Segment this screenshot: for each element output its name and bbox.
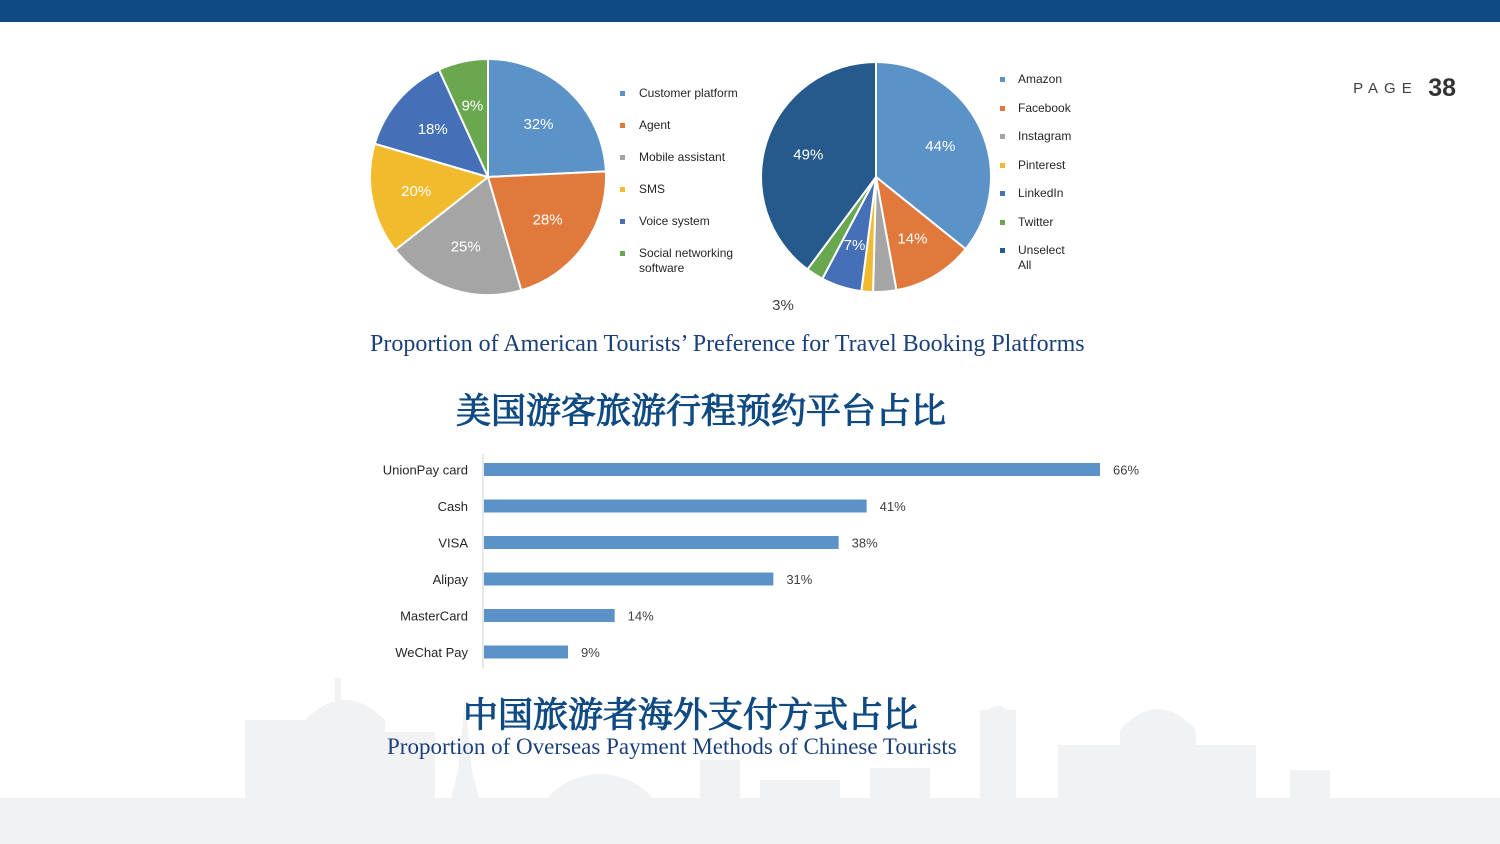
legend-label: Customer platform [639, 86, 738, 100]
booking-label-sms: 20% [401, 182, 432, 200]
legend-swatch [1000, 191, 1005, 196]
bar-category-visa: VISA [438, 535, 468, 551]
bar-category-wechat-pay: WeChat Pay [395, 645, 468, 660]
legend-label: Voice system [639, 214, 710, 228]
legend-label: Amazon [1018, 72, 1063, 86]
legend-swatch [620, 219, 625, 224]
bar-cash [484, 500, 867, 513]
legend-swatch [620, 91, 625, 96]
bar-value-visa: 38% [851, 535, 878, 551]
legend-swatch [620, 187, 625, 192]
legend-label: Mobile assistant [639, 150, 726, 164]
bar-wechat-pay [484, 646, 568, 659]
bar-value-cash: 41% [879, 499, 906, 514]
bar-value-wechat-pay: 9% [581, 645, 600, 660]
social-label-linkedin: 7% [843, 236, 866, 254]
legend-label: Instagram [1018, 129, 1072, 143]
page-indicator [1353, 74, 1456, 103]
booking-platform-pie-chart [360, 55, 620, 305]
bar-category-unionpay-card: UnionPay card [382, 462, 468, 478]
booking-platform-legend [620, 86, 770, 286]
legend-label: Unselect All [1018, 243, 1065, 272]
bar-value-mastercard: 14% [627, 608, 654, 624]
legend-swatch [620, 123, 625, 128]
payment-caption-english: Proportion of Overseas Payment Methods of Chinese Tourists [387, 734, 957, 759]
legend-label: LinkedIn [1018, 186, 1064, 200]
bar-value-alipay: 31% [786, 572, 813, 587]
legend-label: Twitter [1018, 214, 1054, 229]
top-accent-bar [0, 0, 1500, 22]
page-word: PAGE [1353, 80, 1418, 97]
social-label-twitter: 3% [772, 296, 794, 314]
legend-label: SMS [639, 182, 666, 196]
bar-unionpay-card [484, 463, 1100, 476]
legend-label: Pinterest [1018, 157, 1066, 172]
social-label-facebook: 14% [897, 230, 928, 248]
legend-swatch [1000, 134, 1005, 139]
social-label-instagram [888, 324, 910, 325]
booking-caption-english: Proportion of American Tourists’ Preference for Travel Booking Platforms [370, 331, 1085, 357]
legend-swatch [1000, 106, 1005, 111]
legend-swatch [620, 155, 625, 160]
social-media-legend [1000, 72, 1110, 282]
social-label-unselect-all: 49% [793, 146, 824, 164]
social-label-pinterest [845, 324, 867, 325]
bar-value-unionpay-card: 66% [1113, 462, 1140, 478]
bar-alipay [484, 573, 773, 586]
legend-swatch [1000, 77, 1005, 82]
legend-label: Social networking software [639, 246, 734, 275]
social-media-pie-chart [750, 55, 1000, 325]
bar-category-mastercard: MasterCard [400, 608, 468, 624]
booking-label-social-networking-software: 9% [461, 97, 484, 115]
legend-label: Agent [639, 118, 671, 132]
payment-caption-chinese: 中国旅游者海外支付方式占比 [463, 696, 919, 735]
payment-methods-bar-chart [350, 452, 1170, 672]
legend-label: Facebook [1018, 100, 1071, 115]
legend-swatch [1000, 163, 1005, 168]
booking-label-mobile-assistant: 25% [450, 238, 481, 256]
bar-category-cash: Cash [437, 499, 468, 514]
legend-swatch [1000, 220, 1005, 225]
legend-swatch [1000, 248, 1005, 253]
bar-category-alipay: Alipay [432, 572, 468, 587]
social-label-amazon: 44% [925, 138, 956, 156]
bar-mastercard [484, 609, 615, 622]
page-number: 38 [1428, 74, 1456, 102]
legend-swatch [620, 251, 625, 256]
booking-caption-chinese: 美国游客旅游行程预约平台占比 [456, 392, 947, 431]
booking-label-agent: 28% [532, 211, 563, 229]
bar-visa [484, 536, 839, 549]
booking-label-customer-platform: 32% [523, 116, 554, 134]
booking-label-voice-system: 18% [417, 121, 448, 139]
